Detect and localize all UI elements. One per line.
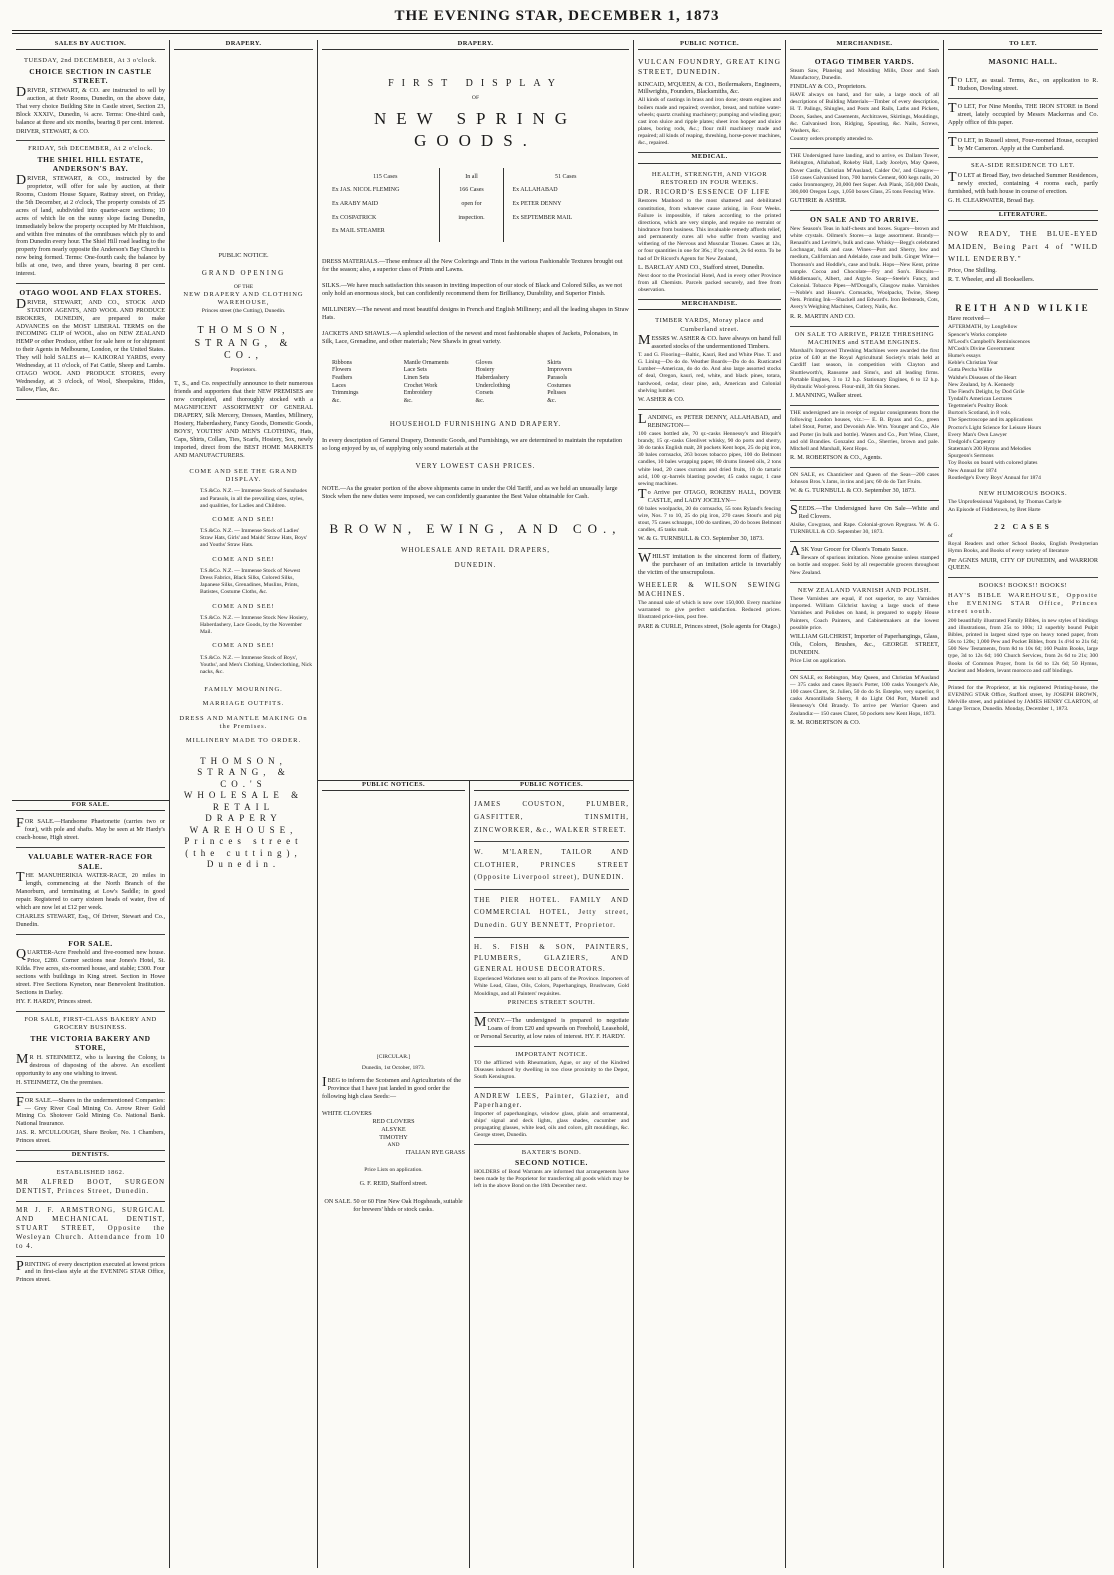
ship: Ex ARABY MAID xyxy=(332,201,379,208)
ad-pre: FRIDAY, 5th DECEMBER, At 2 o'clock. xyxy=(28,145,153,153)
book-item: Tyndall's American Lectures xyxy=(948,395,1012,402)
ad-body: MR H. STEINMETZ, who is leaving the Colony, is desirous of disposing of the above. An excellent opportunity to any one wishing to invest. xyxy=(16,1051,165,1077)
ad-body: TO LET, in Russell street, Four-roomed House, occupied by Mr Cameron. Apply at the Cumberland. xyxy=(948,134,1098,152)
book-item: Keble's Christian Year xyxy=(948,360,998,367)
ad-body: NOW READY, THE BLUE-EYED MAIDEN, Being Part 4 of "WILD WILL ENDERBY." xyxy=(948,228,1098,264)
ad-title: OTAGO WOOL AND FLAX STORES. xyxy=(19,288,162,298)
ad-detail: These Varnishes are equal, if not superior, to any Varnishes imported. William Gilchrist having a large stock of these Varnishes and Polishes on hand, is prepared to supply House Painters, Coach Painters, and Cabinetmakers at the lowest possible price. xyxy=(790,596,939,631)
ad-subtitle: SECOND NOTICE. xyxy=(515,1158,588,1168)
ad-wool-stores xyxy=(16,284,165,400)
ad-otago-timber xyxy=(790,53,939,149)
ad-detail: Alsike, Cowgrass, and Rape. Colonial-grown Ryegrass. W. & G. TURNBULL & CO. September 30, 1873. xyxy=(790,522,939,536)
masthead: THE EVENING STAR, DECEMBER 1, 1873 xyxy=(394,8,720,24)
list-item: Feathers xyxy=(332,374,353,381)
ad-sign: R. M. ROBERTSON & CO., Agents. xyxy=(790,453,883,461)
center-line: open for xyxy=(461,201,482,208)
list-item: Linen Sets xyxy=(403,374,430,381)
list-item: &c. xyxy=(403,397,413,404)
column-auction xyxy=(12,40,170,800)
ad-detail: HAVE always on hand, and for sale, a large stock of all descriptions of Building Materials—Timber of every description, H. T. Palings, Shingles, and Posts and Rails, Laths and Pickets, Doors, Sashes, and Casements, Architraves, Skirtings, Mouldings, &c. Galvanised Iron, Ridging, Spouting, &c. Nails, Screws, Washers, &c. xyxy=(790,92,939,134)
list-item: &c. xyxy=(547,397,557,404)
ad-title: THE SHIEL HILL ESTATE, ANDERSON'S BAY. xyxy=(37,154,144,174)
come-detail: T.S.&Co. N.Z. — Immense Stock of Newest Dress Fabrics, Black Silks, Colored Silks, Japanese Silks, Grenadines, Muslins, Prints, Batistes, Costume Cloths, &c. xyxy=(200,567,301,596)
ad-detail: THE Undersigned have landing, and to arrive, ex Dallam Tower, Rebington, Allahabad, Rokeby Hall, Lady Jocelyn, May Queen, Dover Castle, Christian M'Ausland, Calder Ou', and Glasgow— 150 cases Galvanised Iron, 700 barrels Cement, 600 kegs nails, 20 casks Ironmongery, 20,000 feet Super. Ash Plank, 350,000 Deals, 300,000 Oregon Logs, 1,050 boxes Glass, 25 tons Fencing Wire. xyxy=(790,153,939,196)
firm-body: T., S., and Co. respectfully announce to their numerous friends and supporters that their NEW PREMISES are now completed, and thoroughly stocked with a MAGNIFICENT ASSORTMENT OF GENERAL DRAPERY, Silk Mercery, Dresses, Mantles, Millinery, Hosiery, Haberdashery, Fancy Goods, Domestic Goods, BOYS', YOUTHS' AND MEN'S CLOTHING, Hats, Caps, Shirts, Collars, Ties, Scarfs, Hosiery, Sox, newly imported, direct from the BEST HOME MARKETS AND MANUFACTURERS. xyxy=(174,380,313,459)
ad-sign: GUTHRIE & ASHER. xyxy=(790,197,847,205)
ad-body: DRIVER, STEWART, & CO. are instructed to sell by auction, at their Rooms, Dunedin, on the above date, That very choice Building Site in Castle street, Section 23, Block XXXIV., Dunedin, ¼ acre. Terms: One-third cash, balance at three and six months, bearing 8 per cent. interest. xyxy=(16,84,165,126)
ad-vulcan xyxy=(638,53,781,153)
ad-russell-street xyxy=(948,133,1098,159)
royal-readers: Royal Readers and other School Books, English Presbyterian Hymn Books, and Books of every variety of literature xyxy=(948,541,1098,555)
section-heading-literature: LITERATURE. xyxy=(948,211,1098,221)
come-and-see-4: COME AND SEE! xyxy=(212,602,275,610)
ad-threshing xyxy=(790,327,939,407)
ad-body: SEEDS.—The Undersigned have On Sale—White and Red Clovers. xyxy=(790,503,939,521)
book-item: M'Leod's Campbell's Reminiscences xyxy=(948,338,1030,345)
blank-space xyxy=(322,794,465,1054)
ad-robertson xyxy=(790,406,939,468)
book-item: Routledge's Every Boys' Annual for 1874 xyxy=(948,474,1041,481)
list-item: Skirts xyxy=(547,359,562,366)
masthead-rule xyxy=(12,30,1102,31)
book-item: Proctor's Light Science for Leisure Hours xyxy=(948,424,1042,431)
cases: 51 Cases xyxy=(554,173,577,180)
ad-shiel-hill xyxy=(16,141,165,284)
ad-title: THE VICTORIA BAKERY AND STORE, xyxy=(30,1033,151,1053)
notice-label: PUBLIC NOTICE. xyxy=(218,251,269,259)
ad-olson xyxy=(790,542,939,582)
ad-body: TO LET, For Nine Months, THE IRON STORE in Bond street, lately occupied by Messrs Mackerras and Co. Apply office of this paper. xyxy=(948,100,1098,126)
ad-iron-store xyxy=(948,99,1098,133)
ad-body: THE MANUHERIKIA WATER-RACE, 20 miles in length, commencing at the North Branch of the Manorburn, and terminating at Low's Saddle; in good repair. Registered to carry sixteen heads of water, five of which are now let at £12 per week. xyxy=(16,870,165,912)
ad-phaetonette xyxy=(16,814,165,848)
dress-materials: DRESS MATERIALS.—These embrace all the New Colorings and Tints in the various Fashionable Textures brought out for the season; also, a superior class of Prints and Lawns. xyxy=(322,258,623,274)
book-item: New Annual for 1874 xyxy=(948,467,997,474)
section-heading-dentists: DENTISTS. xyxy=(16,1151,165,1161)
ad-title: BOOKS! BOOKS!! BOOKS! xyxy=(978,582,1068,590)
ad-body: DRIVER, STEWART, AND CO., STOCK AND STATION AGENTS, AND WOOL AND PRODUCE BROKERS, DUNEDIN, are prepared to make ADVANCES on the MOST LIBERAL TERMS on the INCOMING CLIP of WOOL, also on NEW ZEALAND HEMP or other Produce, either for sale here or for shipment to their Agents in Melbourne, London, or the United States. They will hold SALES at— KAIKORAI YARDS, every Wednesday, at 11 o'clock, of Fat Cattle, Sheep and Lambs. OTAGO WOOL AND PRODUCE STORES, every Wednesday, at 3 o'clock, of Wool, Sheepskins, Hides, Tallow, Flax, &c. xyxy=(16,296,165,394)
warehouse-address: Princes street (the Cutting), Dunedin. xyxy=(201,307,286,314)
marriage-outfits: MARRIAGE OUTFITS. xyxy=(202,700,285,708)
ad-detail: T. and G. Flooring—Baltic, Kauri, Red and White Pine. T. and G. Lining—Do do do. Weather Boards—Do do do. Rusticated Lumber—American, do do do. And also large assorted stocks of deal, Oregon, kauri, red, white, and black pines, totara, hardwood, cedar, clear pine, ash, American and Colonial shelving lumber. xyxy=(638,351,781,394)
ad-firm: KINCAID, M'QUEEN, & CO., Boilermakers, Engineers, Millwrights, Founders, Blacksmiths, &c. xyxy=(638,80,781,96)
ad-detail: Importer of paperhangings, window glass, plain and ornamental, ships' signal and deck lights, glass shades, cucumber and propagating glasses, white lead, oils and colors, gilt mouldings, &c. George street, Dunedin. xyxy=(474,1110,629,1138)
list-item: &c. xyxy=(475,397,485,404)
millinery: MILLINERY.—The newest and most beautiful designs in French and English Millinery; and all the leading shapes in Straw Hats. xyxy=(322,305,629,321)
ad-body: ASK Your Grocer for Olson's Tomato Sauce. xyxy=(790,544,908,560)
ad-detail: Restores Manhood to the most shattered and debilitated constitution, from whatever cause arising, in Four Weeks. Failure is impossible, if taken according to the printed directions, which are very simple, and require no restraint or hindrance from business. This invaluable remedy affords relief, and permanently cures all who suffer from wasting and withering of the Nervous and Muscular Tissues. Cases at 12s, or four quantities in one for 36s.; if by coach, 2s 6d extra. To be had of Dr Ricord's Agents for New Zealand, xyxy=(638,198,781,262)
goods-list-3 xyxy=(476,360,548,406)
section-heading: SALES BY AUCTION. xyxy=(16,40,165,50)
come-detail: T.S.&Co. N.Z. — Immense Stock New Hosiery, Haberdashery, Lace Goods, by the November Mail. xyxy=(200,614,308,636)
ad-body: DRIVER, STEWART, & CO., instructed by the proprietor, will offer for sale by auction, at their Rooms, Custom House Square, Rattray street, on Friday, the 5th December, at 2 o'clock, The property consists of 25 acres of land, subdivided into quarter-acre sections; 10 acres of which lie on the sunny slope facing Dunedin, immediately below the property occupied by Mr Hutchison, and within five minutes of the omnibuses which ply to and from Dunedin every hour. The Shiel Hill road leading to the property from nearly opposite the Anderson's Bay Church is now being formed. Terms: One-fourth cash; the balance by bills at one, two, and three years, bearing 8 per cent. interest. xyxy=(16,172,165,278)
book-item: Burton's Scotland, in 8 vols. xyxy=(948,410,1012,417)
come-detail: T.S.&Co. N.Z. — Immense Stock of Ladies' Straw Hats, Girls' and Maids' Straw Hats, Boys' and Youths' Straw Hats. xyxy=(200,528,307,549)
ad-body: JAMES COUSTON, PLUMBER, GASFITTER, TINSMITH, ZINCWORKER, &c., WALKER STREET. xyxy=(474,800,629,834)
book-item: Toy Books on board with colored plates xyxy=(948,460,1038,467)
ad-detail: 200 beautifully illustrated Family Bibles, in new styles of bindings and illustrations, from 25s to 100s; 12 superbly bound Pulpit Bibles, printed in largest sized type on heavy toned paper, from 50s to 120s; 1,000 Pew and Pocket Bibles, from 1s 4½d to 21s 6d; 500 New Testaments, from 8d to 10s 6d; 160 Psalm Books, large type, 3d to 12s 6d; 160 Church Services, from 2s 6d to 21s; 300 Books of Common Prayer, from 1s 6d to 12s 6d; 50 Hymns, Ancient and Modern, levant morocco and calf bindings. xyxy=(948,617,1098,674)
ad-castle-street xyxy=(16,53,165,141)
ad-guthrie xyxy=(790,149,939,211)
price-list: Price List on application. xyxy=(790,657,847,664)
book-item: Gutta Percha Willie xyxy=(948,367,993,374)
ad-detail: ON SALE, ex Chanticleer and Queen of the Seas—200 cases Johnson Bros.'s Jams, in tins and jars; 60 do do Tart Fruits. xyxy=(790,471,939,486)
ad-body: PRINTING of every description executed at lowest prices and in first-class style at the EVENING STAR Office, Princes street. xyxy=(16,1258,165,1284)
list-item: Corsets xyxy=(475,390,494,397)
new-spring-goods: NEW SPRING GOODS. xyxy=(373,109,578,151)
ship: Ex JAS. NICOL FLEMING xyxy=(332,187,400,194)
seed-item: AND xyxy=(387,1142,400,1149)
list-item: Crochet Work xyxy=(403,382,438,389)
ad-sign: R. R. MARTIN AND CO. xyxy=(790,312,855,320)
ad-body: ANDREW LEES, Painter, Glazier, and Paperhanger. xyxy=(474,1091,629,1109)
ad-body: H. S. FISH & SON, PAINTERS, PLUMBERS, GLAZIERS, AND GENERAL HOUSE DECORATORS. xyxy=(474,942,629,974)
warehouse-title: NEW DRAPERY AND CLOTHING WAREHOUSE, xyxy=(183,291,304,307)
section-heading: PUBLIC NOTICE. xyxy=(638,40,781,50)
first-display: FIRST DISPLAY xyxy=(388,78,563,90)
ad-sign: R. M. ROBERTSON & CO. xyxy=(790,718,861,726)
book-item: Stateman's 200 Hymns and Melodies xyxy=(948,446,1032,453)
ad-sign: G. H. CLEARWATER, Broad Bay. xyxy=(948,196,1035,204)
ad-body: HAY'S BIBLE WAREHOUSE, Opposite the EVENING STAR Office, Princes street south. xyxy=(948,591,1098,616)
ad-pre: FOR SALE, FIRST-CLASS BAKERY AND GROCERY BUSINESS. xyxy=(24,1016,157,1032)
on-sale-hogsheads: ON SALE. 50 or 60 Fine New Oak Hogsheads, suitable for brewers' hhds or stock casks. xyxy=(324,1198,463,1214)
ad-sign: DRIVER, STEWART, & CO. xyxy=(16,127,90,135)
ad-title: BAXTER'S BOND. xyxy=(521,1149,582,1157)
ad-sign: HY. F. HARDY, Princes street. xyxy=(16,998,93,1006)
book-item: The Fiend's Delight, by Dod Grile xyxy=(948,388,1025,395)
come-and-see-1: COME AND SEE THE GRAND DISPLAY. xyxy=(189,467,298,484)
ad-detail: New Season's Teas in half-chests and boxes. Sugars—brown and white crystals. Oilmen's Stores—a large assortment. Brandy—Renault's and Levitte's, bulk and case. Whisky—Begg's celebrated Lochnagar, bulk and case. Wines—Port and Sherry, low and medium, Californian and Adelaide, case and bulk. Ginger Wine—Thomson's and Hoddle's, case and bulk. Hops—New Kent, prime sample. Cocoa and Chocolate—Fry and Son's. Biscuits—Middlemass's, Albert, and Argyle. Soap—Steele's Fancy, and Colonial. Tobacco Pipes—M'Dougal's, Glasgow make. Varnishes—Noble's and Hoare's. Cornsacks, Woolpacks, Twine, Sheep Nets. Printing Ink—Shackell and Edward's. Iron Bedsteads, Cots, Avery's Weighing Machines, Cutlery, Nails, &c. xyxy=(790,225,939,311)
seed-item: RED CLOVERS xyxy=(372,1118,415,1126)
of-label: of xyxy=(948,533,953,540)
column-drapery-brown-ewing xyxy=(318,40,634,780)
ad-dentist-armstrong xyxy=(16,1202,165,1257)
ad-title: ON SALE TO ARRIVE, PRIZE THRESHING MACHINES and STEAM ENGINES. xyxy=(794,330,935,346)
list-item: Hosiery xyxy=(475,367,495,374)
ad-title: SEA-SIDE RESIDENCE TO LET. xyxy=(971,162,1075,170)
of-the: OF THE xyxy=(233,283,254,290)
book-item: Spencer's Works complete xyxy=(948,331,1007,338)
ad-detail: Steam Saw, Planeing and Moulding Mills, Door and Sash Manufactory, Dunedin. xyxy=(790,67,939,82)
ad-detail: HOLDERS of Bond Warrants are informed that arrangements have been made by the Proprietor for transferring all goods which may be left in the above Bond on the 18th December next. xyxy=(474,1169,629,1190)
ad-body: MR J. F. ARMSTRONG, SURGICAL AND MECHANICAL DENTIST, STUART STREET, Opposite the Wesleyan Church. Attendance from 10 to 4. xyxy=(16,1205,165,1250)
ad-title: NEW ZEALAND VARNISH AND POLISH. xyxy=(797,586,932,594)
ad-price: Price, One Shilling. xyxy=(948,267,997,275)
section-heading: MERCHANDISE. xyxy=(790,40,939,50)
note: NOTE.—As the greater portion of the above shipments came in under the Old Tariff, and as we held an unusually large Stock when the new duties were imposed, we can confidently guarantee the Best Value obtainable for Cash. xyxy=(322,485,618,501)
section-heading: TO LET. xyxy=(948,40,1098,50)
ad-subtitle: DR. RICORD'S ESSENCE OF LIFE xyxy=(638,188,771,197)
center-line: inspection. xyxy=(458,214,485,221)
list-item: Improvers xyxy=(547,367,572,374)
ad-landing xyxy=(638,410,781,550)
column-public-notices-2 xyxy=(470,780,634,1568)
ad-dentist-boot xyxy=(16,1165,165,1202)
column-to-let xyxy=(944,40,1102,1568)
cases-heading: 22 CASES xyxy=(994,522,1052,532)
ad-sign: CHARLES STEWART, Esq., Of Driver, Stewart and Co., Dunedin. xyxy=(16,913,165,928)
list-item: Haberdashery xyxy=(475,374,509,381)
per-ships: Per AGNES MUIR, CITY OF DUNEDIN, and WARRIOR QUEEN. xyxy=(948,556,1098,572)
book-item: New Zealand, by A. Kennedy xyxy=(948,381,1015,388)
ad-couston xyxy=(474,794,629,842)
column-merchandise xyxy=(786,40,944,1568)
circular: [CIRCULAR.] xyxy=(376,1054,411,1061)
ad-detail: The annual sale of which is now over 150,000. Every machine warranted to give perfect satisfaction. Reduced prices. Illustrated price-lists, post free. xyxy=(638,600,781,621)
ad-title: OTAGO TIMBER YARDS. xyxy=(814,57,915,67)
ad-health xyxy=(638,167,781,300)
ad-detail: 60 bales woolpacks, 20 do cornsacks, 55 tons Ryland's fencing wire, Nos. 7 to 10, 25 do pig iron, 270 cases Stout's and pig stout, 75 cases schnapps, 100 do sardines, 20 do boxes Belmont candles, 45 tanks malt. xyxy=(638,505,781,534)
household-body: In every description of General Drapery, Domestic Goods, and Furnishings, we are determined to maintain the reputation so long enjoyed by us, of supplying only sound materials at the xyxy=(322,436,623,452)
ad-pre: TUESDAY, 2nd DECEMBER, At 3 o'clock. xyxy=(24,57,157,65)
goods-list-1 xyxy=(332,360,404,406)
ad-masonic xyxy=(948,53,1098,98)
ad-fish xyxy=(474,938,629,1013)
list-item: Embroidery xyxy=(403,390,433,397)
circular-date: Dunedin, 1st October, 1873. xyxy=(361,1065,426,1072)
ad-body: MR ALFRED BOOT, SURGEON DENTIST, Princes Street, Dunedin. xyxy=(16,1177,165,1195)
ad-money xyxy=(474,1013,629,1047)
ad-timber xyxy=(638,313,781,409)
come-and-see-5: COME AND SEE! xyxy=(212,642,275,650)
come-detail: T.S.&Co. N.Z. — Immense Stock of Sunshades and Parasols, in all the prevailing sizes, styles, and qualities, for Ladies and Children. xyxy=(200,488,307,509)
ad-body: MONEY.—The undersigned is prepared to negotiate Loans of from £20 and upwards on Freehold, Leasehold, or Personal Security, at low rates of interest. HY. F. HARDY. xyxy=(474,1015,629,1040)
list-item: Pelisses xyxy=(547,390,567,397)
firm-brown-ewing: BROWN, EWING, AND CO., xyxy=(329,521,622,537)
ad-sign: J. MANNING, Walker street. xyxy=(790,392,863,400)
ad-title: VULCAN FOUNDRY, GREAT KING STREET, DUNEDIN. xyxy=(638,57,781,76)
ad-seeds xyxy=(790,501,939,542)
ship: Ex MAIL STEAMER xyxy=(332,228,385,235)
dress-making: DRESS AND MANTLE MAKING On the Premises. xyxy=(179,714,308,731)
list-item: &c. xyxy=(332,397,341,404)
ship: Ex SEPTEMBER MAIL xyxy=(512,214,573,221)
section-heading-merchandise: MERCHANDISE. xyxy=(638,300,781,310)
ad-reith-wilkie xyxy=(948,290,1098,578)
book-item: Tegetmeier's Poultry Book xyxy=(948,403,1008,410)
ad-title: FOR SALE. xyxy=(68,938,113,948)
ad-detail: ON SALE, ex Rebington, May Queen, and Christian M'Ausland— 375 casks and cases Byass's Porter, 100 casks Younger's Ale, 100 cases Claret, St. Julien, 50 do do St. Estephe, very superior, 8 casks Amontillado Sherry, 8 do Light Old Port, Martell and Hennessy's Old Brandy. To arrive per Warrior Queen and Zealandia:— 150 cases Claret, 50 pockets new Kent Hops, 1873. xyxy=(790,674,939,717)
silks: SILKS.—We have much satisfaction this season in inviting inspection of our stock of Black and Colored Silks, as we not only hold an enormous stock, but can confidently recommend them for Brilliancy, Durability, and Superior Finish. xyxy=(322,282,623,297)
ad-sign: R. T. Wheeler, and all Booksellers. xyxy=(948,276,1035,284)
ad-detail: Beware of spurious imitation. None genuine unless stamped on bottle and stopper. Sold by all respectable grocers throughout New Zealand. xyxy=(790,555,939,576)
shipments-table xyxy=(332,168,619,242)
circular-body: IBEG to inform the Scotsmen and Agriculturists of the Province that I have just landed in good order the following high class Seeds:— xyxy=(322,1074,462,1100)
firm-city: DUNEDIN. xyxy=(454,560,497,569)
ad-hays-bible xyxy=(948,578,1098,681)
list-item: Gloves xyxy=(475,359,493,366)
sign-reid: G. F. REID, Stafford street. xyxy=(359,1180,428,1188)
humorous-item: The Unprofessional Vagabond, by Thomas Carlyle xyxy=(948,499,1062,506)
ad-title: IMPORTANT NOTICE. xyxy=(515,1050,588,1058)
list-item: Mantle Ornaments xyxy=(403,359,449,366)
ad-rebington xyxy=(790,671,939,732)
section-heading: FOR SALE. xyxy=(16,801,165,811)
jackets: JACKETS AND SHAWLS.—A splendid selection of the newest and most fashionable shapes of Jackets, Polonaises, in Silk, Lace, Grenadine, and other materials; New Shawls in great variety. xyxy=(322,329,618,345)
ad-body: TO LET at Broad Bay, two detached Summer Residences, newly erected, containing 4 rooms each, partly furnished, with bath house in course of erection. xyxy=(948,169,1098,195)
ad-firm: FINDLAY & CO., Proprietors. xyxy=(790,83,867,91)
list-item: Costumes xyxy=(547,382,571,389)
center-line: 166 Cases xyxy=(459,187,484,194)
ad-whilst xyxy=(638,549,781,635)
ad-seaside xyxy=(948,158,1098,210)
lowest-prices: VERY LOWEST CASH PRICES. xyxy=(415,462,536,471)
ship: Ex COSPATRICK xyxy=(332,214,377,221)
proprietors: Proprietors. xyxy=(230,367,257,374)
ad-title: HEALTH, STRENGTH, AND VIGOR RESTORED IN FOUR WEEKS. xyxy=(651,170,768,187)
ad-sign: W. & G. TURNBULL & CO. September 30, 1873. xyxy=(790,487,916,495)
list-item: Flowers xyxy=(332,367,352,374)
ad-body: TO LET, as usual. Terms, &c., on application to R. Hudson, Dowling street. xyxy=(948,74,1098,92)
ad-body: LANDING, ex PETER DENNY, ALLAHABAD, and REBINGTON— xyxy=(638,411,781,429)
ad-detail: Country orders promptly attended to. xyxy=(790,136,874,143)
book-item: The Spectroscope and its applications xyxy=(948,417,1033,424)
ad-water-race xyxy=(16,848,165,935)
list-item: Underclothing xyxy=(475,382,511,389)
come-and-see-2: COME AND SEE! xyxy=(212,515,275,523)
ad-body: FOR SALE.—Handsome Phaetonette (carries two or four), with pole and shafts. May be seen at Mr Hardy's coach-house, High street. xyxy=(16,816,165,842)
ad-detail: Marshall's Improved Threshing Machines were awarded the first prize of £40 at the Royal Agricultural Society's trials held at Cardiff last season, in competition with Clayton and Shuttleworth's, Ransome and Sims's, and all leading firms. Portable Engines, 3 to 12 h.p. Stationary Engines, 6 to 12 h.p. Hydraulic Wool-press. Flour-mill, 3ft 6in Stones. xyxy=(790,348,939,390)
seed-list xyxy=(322,1110,465,1157)
ad-chanticleer xyxy=(790,468,939,501)
book-item: M'Cosh's Divine Government xyxy=(948,345,1015,352)
of-label: OF xyxy=(471,95,480,102)
ad-on-sale xyxy=(790,211,939,326)
book-item: Every Man's Own Lawyer xyxy=(948,431,1007,438)
ad-sign: W. & G. TURNBULL & CO. September 30, 1873. xyxy=(638,535,764,543)
come-and-see-3: COME AND SEE! xyxy=(212,555,275,563)
column-drapery-thomson xyxy=(170,40,318,1568)
come-detail: T.S.&Co. N.Z. — Immense Stock of Boys', Youths', and Men's Clothing, Underclothing, Nick nacks, &c. xyxy=(200,654,313,675)
ad-important xyxy=(474,1047,629,1088)
ad-shares xyxy=(16,1093,165,1152)
ad-body: WHILST imitation is the sincerest form of flattery, the purchaser of an imitation article is invariably the victim of the unscrupulous. xyxy=(638,551,781,577)
column-public-notice xyxy=(634,40,786,1568)
grand-opening: GRAND OPENING xyxy=(201,268,286,277)
family-mourning: FAMILY MOURNING. xyxy=(204,686,283,694)
ad-printing xyxy=(16,1257,165,1290)
ad-sign: PARE & CURLE, Princes street, (Sole agents for Otago.) xyxy=(638,622,781,630)
ad-title: CHOICE SECTION IN CASTLE STREET. xyxy=(29,66,152,86)
masthead-rule-2 xyxy=(12,33,1102,34)
millinery-order: MILLINERY MADE TO ORDER. xyxy=(185,737,302,745)
ad-title: VALUABLE WATER-RACE FOR SALE. xyxy=(28,852,153,871)
book-item: Spurgeon's Sermons xyxy=(948,453,994,460)
firm-name: THOMSON, STRANG, & CO., xyxy=(194,324,293,362)
footer-firm: THOMSON, STRANG, & CO.'S WHOLESALE & RETAIL DRAPERY WAREHOUSE, Princes street (the cutting), Dunedin. xyxy=(183,755,304,870)
section-heading: DRAPERY. xyxy=(322,40,629,50)
list-item: Ribbons xyxy=(332,359,353,366)
ad-sign: W. ASHER & CO. xyxy=(638,395,685,403)
ad-varnish xyxy=(790,583,939,671)
ad-title: REITH AND WILKIE xyxy=(955,302,1091,313)
center-line: In all xyxy=(465,173,478,180)
ad-lees xyxy=(474,1088,629,1146)
ad-body: W. M'LAREN, TAILOR AND CLOTHIER, PRINCES STREET (Opposite Liverpool street), DUNEDIN. xyxy=(474,848,629,882)
ad-sign: H. STEINMETZ, On the premises. xyxy=(16,1078,103,1086)
ad-now-ready xyxy=(948,224,1098,290)
ad-body: To Arrive per OTAGO, ROKEBY HALL, DOVER CASTLE, and LADY JOCELYN— xyxy=(638,486,781,504)
ship: Ex PETER DENNY xyxy=(512,201,562,208)
shipments-left xyxy=(332,168,439,242)
humorous-heading: NEW HUMOROUS BOOKS. xyxy=(978,489,1068,497)
shipments-right xyxy=(504,168,619,242)
household-heading: HOUSEHOLD FURNISHING AND DRAPERY. xyxy=(389,419,562,428)
book-list xyxy=(948,324,1098,481)
ship: Ex ALLAHABAD xyxy=(512,187,558,194)
seed-item: ITALIAN RYE GRASS xyxy=(405,1149,465,1157)
book-item: Walshe's Diseases of the Heart xyxy=(948,374,1017,381)
ad-pier-hotel xyxy=(474,890,629,938)
book-item: AFTERMATH, by Longfellow xyxy=(948,324,1018,331)
princes-south: PRINCES STREET SOUTH. xyxy=(507,998,596,1006)
cases: 115 Cases xyxy=(373,173,398,180)
ad-body: FOR SALE.—Shares in the undermentioned Companies:— Grey River Coal Mining Co. Arrow River Gold Mining Co. Shotover Gold Mining Co. National Bank. National Insurance. xyxy=(16,1094,165,1128)
ad-title: TIMBER YARDS, Moray place and Cumberland street. xyxy=(655,317,764,333)
ad-baxter xyxy=(474,1145,629,1195)
ad-body: MESSRS W. ASHER & CO. have always on hand full assorted stocks of the undermentioned Timbers. xyxy=(638,333,781,351)
column-public-notices xyxy=(318,780,470,1568)
book-item: Tredgold's Carpentry xyxy=(948,438,996,445)
ad-sign: JAS. R. M'CULLOUGH, Share Broker, No. 1 Chambers, Princes street. xyxy=(16,1129,165,1145)
received: Have received— xyxy=(948,315,990,323)
ad-detail: 100 cases bottled ale, 70 qr.-casks Hennessy's and Bisquit's brandy, 15 qr.-casks Glenlivet whisky, 90 do ports and sherry, 30 do tanks English malt, 28 pockets Kent hops, 25 do pig iron, 30 bales cornsacks, 263 boxes tobacco pipes, 100 do Belmont candles, 10 bales wrapping paper, 80 drums linseed oils, 2 tons white lead, 20 cases currants and dried fruits, 10 do tartaric acid, 100 qr.-barrels blasting powder, 45 casks sugar, 1 case sewing machines. xyxy=(638,430,781,487)
list-item: Parasols xyxy=(547,374,568,381)
ad-bakery xyxy=(16,1012,165,1093)
ad-sign: L. BARCLAY AND CO., Stafford street, Dunedin. xyxy=(638,263,765,271)
ad-detail: THE undersigned are in receipt of regular consignments from the following London houses, viz.:— E. B. Byass and Co., green label Stout, Porter, and Devonish Ale. Wm. Younger and Co., Ale and Porter (in bulk and bottle). Waters and Co., Port Wine, Claret, and old Brandies. Gonzalez and Co., Sherries, brown and pale. Mitchell and Marshall, Kent Hops. xyxy=(790,410,939,452)
section-heading: PUBLIC NOTICES. xyxy=(474,781,629,791)
list-item: Trimmings xyxy=(332,390,359,397)
column-for-sale xyxy=(12,800,170,1568)
price-lists: Price Lists on application. xyxy=(364,1167,423,1174)
ad-body: THE PIER HOTEL. FAMILY AND COMMERCIAL HOTEL, Jetty street, Dunedin. GUY BENNETT, Proprietor. xyxy=(474,895,629,930)
ad-freehold xyxy=(16,935,165,1012)
book-item: Hume's essays xyxy=(948,353,981,360)
blank-space xyxy=(174,53,313,243)
goods-list xyxy=(332,360,619,406)
ad-detail: Next door to the Provincial Hotel, And in every other Province from all Chemists. Parcels packed securely, and free from observation. xyxy=(638,272,781,294)
seed-item: TIMOTHY xyxy=(379,1134,408,1142)
firm-subtitle: WHOLESALE AND RETAIL DRAPERS, xyxy=(400,545,551,554)
ad-detail: Experienced Workmen sent to all parts of the Province. Importers of White Lead, Glass, Oils, Colors, Paperhangings, Brushware, Gold Mouldings, and all Painters' requisites. xyxy=(474,976,629,997)
ad-body: QUARTER-Acre Freehold and five-roomed new house. Price, £280. Corner sections near Jones's Hotel, St. Kilda. Five acres, six-roomed house, and stable; £300. Four sections with buildings in King street. Section in Howe street. Five Sections Kyneton, near Benevolent Institution. Sections in Darley. xyxy=(16,947,165,997)
ad-title: ON SALE AND TO ARRIVE. xyxy=(810,215,919,225)
seed-item: WHITE CLOVERS xyxy=(322,1110,372,1118)
section-heading: DRAPERY. xyxy=(174,40,313,50)
ad-title: MASONIC HALL. xyxy=(988,57,1058,67)
goods-list-4 xyxy=(547,360,619,406)
list-item: Laces xyxy=(332,382,346,389)
section-heading-medical: MEDICAL. xyxy=(638,153,781,163)
imprint: Printed for the Proprietor, at his registered Printing-house, the EVENING STAR Office, Stafford street, by JOSEPH BROWN, Melville street, and published by JAMES HENRY CLARTON, of Lange Terrace, Dunedin. Monday, December 1, 1873. xyxy=(948,684,1098,713)
humorous-item: An Episode of Fiddletown, by Bret Harte xyxy=(948,507,1041,514)
ad-detail: All kinds of castings in brass and iron done; steam engines and boilers made and repaired; overshot, breast, and turbine water-wheels; quartz crushing machinery; pumping and winding gear; cast iron sluice and ripple plates; sheet iron hopper and sluice plates, boring rods, &c.; flour mill machinery made and repaired; all kinds of reaping, threshing, horse-power machines, &c., repaired. xyxy=(638,97,781,147)
ad-sign: WILLIAM GILCHRIST, Importer of Paperhangings, Glass, Oils, Colors, Brushes, &c., GEORGE STREET, DUNEDIN. xyxy=(790,632,939,656)
goods-list-2 xyxy=(404,360,476,406)
ad-mlaren xyxy=(474,842,629,890)
ad-detail: TO the afflicted with Rheumatism, Ague, or any of the Kindred Diseases induced by dwelling in too close proximity to the Depot, South Kensington. xyxy=(474,1060,629,1081)
seed-item: ALSYKE xyxy=(381,1126,406,1134)
ad-title: WHEELER & WILSON SEWING MACHINES. xyxy=(638,581,781,599)
list-item: Lace Sets xyxy=(403,367,427,374)
established: ESTABLISHED 1862. xyxy=(56,1168,125,1176)
shipments-center xyxy=(439,168,505,242)
section-heading: PUBLIC NOTICES. xyxy=(322,781,465,791)
